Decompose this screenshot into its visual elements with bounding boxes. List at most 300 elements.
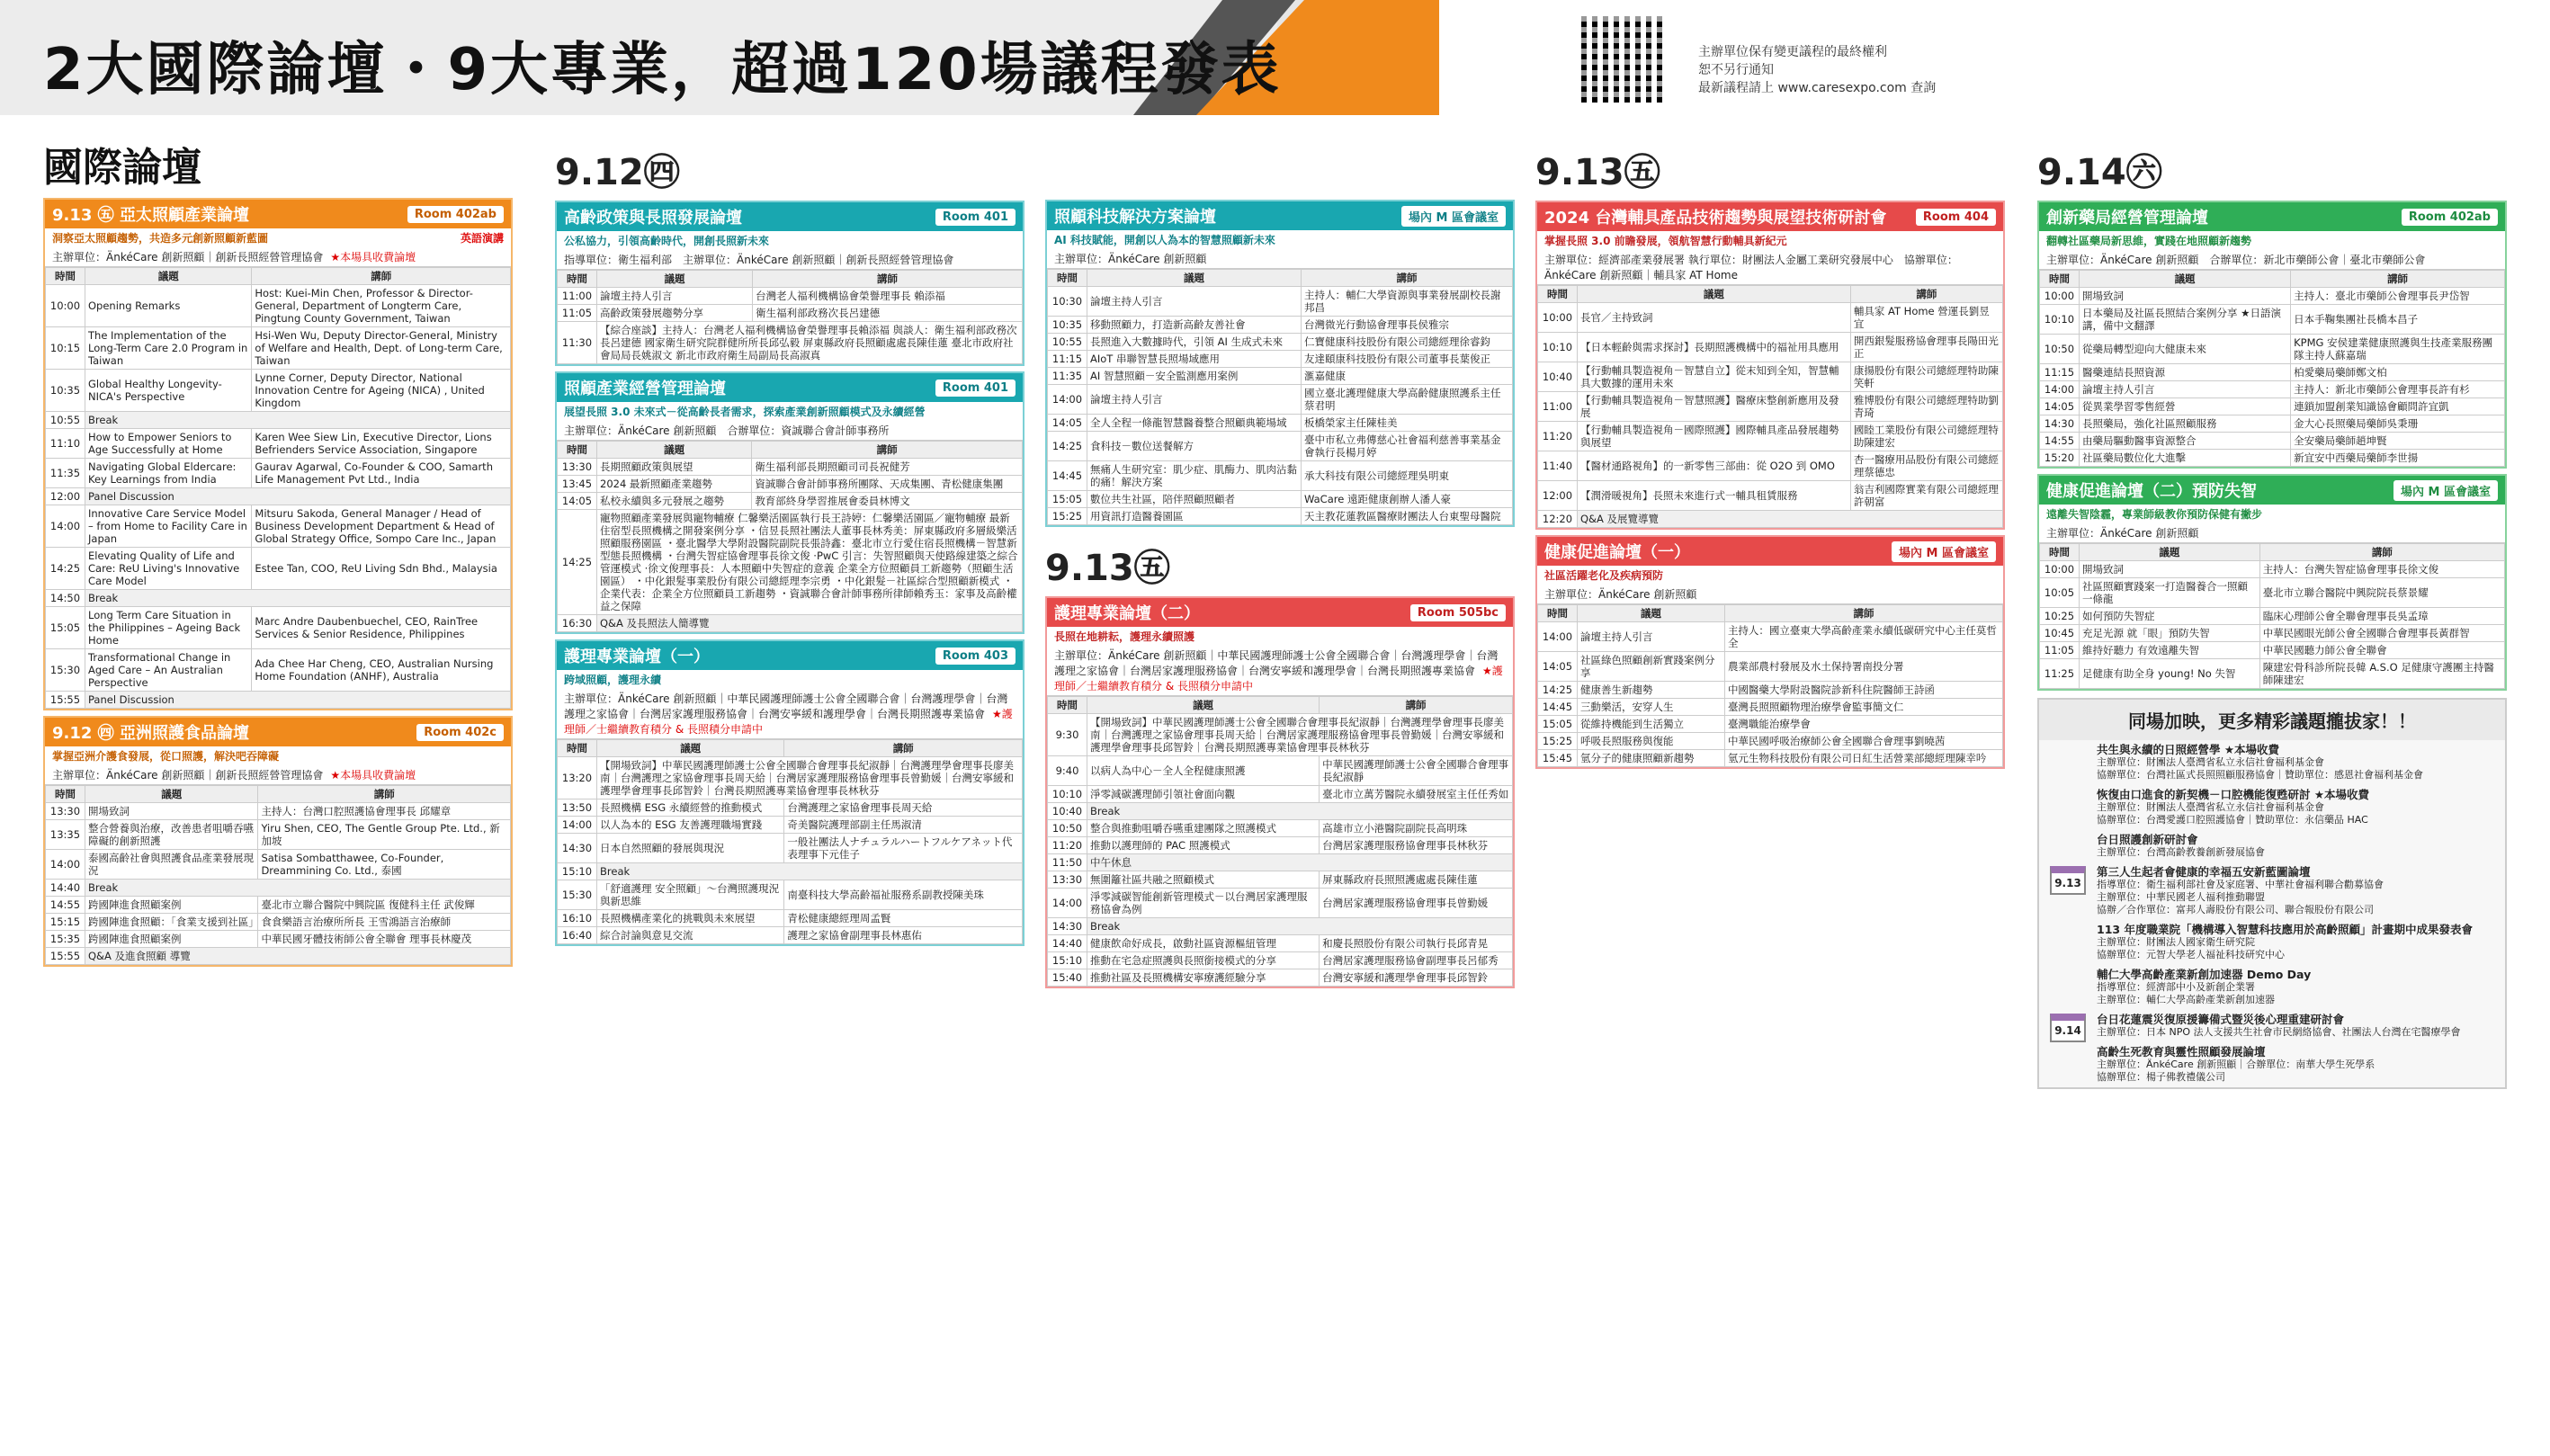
speaker-cell: 臺北市立萬芳醫院永續發展室主任任秀如 [1320,786,1513,803]
time-cell: 15:25 [1538,733,1578,750]
speaker-cell: Host: Kuei-Min Chen, Professor & Director-General, Department of Longterm Care, Pingtung County Government, Taiwan [252,285,511,327]
topic-cell: 論壇主持人引言 [2080,381,2291,398]
time-cell: 14:00 [558,817,597,834]
table-row [1538,716,2003,733]
time-cell: 10:50 [1048,820,1087,837]
time-cell: 10:40 [1048,803,1087,820]
table-row [558,757,1023,799]
subtitle-text: 掌握亞洲介護食發展，從口照護，解決吧吞障礙 [52,750,280,763]
column-header: 議題 [85,786,258,803]
time-cell: 15:40 [1048,969,1087,987]
organizer-text: 主辦單位：ÄnkéCare 創新照顧｜創新長照經營管理協會 [683,254,954,266]
table-row [558,880,1023,910]
schedule-table [557,441,1023,632]
time-cell: 14:05 [558,493,597,510]
schedule-table [1047,269,1513,525]
organizer-text: 指導單位：衛生福利部 [564,254,673,266]
forum-subtitle [2039,231,2505,250]
extra-line: 主辦單位：台灣高齡教養創新發展協會 [2097,846,2265,858]
qr-code-icon[interactable] [1581,16,1668,103]
speaker-cell: 中華民國眼光師公會全國聯合會理事長黃群智 [2259,625,2504,642]
table-row [46,370,511,412]
forum-header [1537,537,2003,566]
extra-name: 恢復由口進食的新契機－口腔機能復甦研討 ★本場收費 [2097,788,2370,801]
time-cell: 11:00 [1538,392,1578,422]
table-row [1538,362,2003,392]
table-row [1048,871,1513,889]
forum-block [43,198,513,710]
speaker-cell: Hsi-Wen Wu, Deputy Director-General, Ministry of Welfare and Health, Dept. of Long-term Care, Taiwan [252,327,511,370]
topic-cell: 氫分子的健康照顧新趨勢 [1578,750,1725,767]
time-cell: 15:45 [1538,750,1578,767]
topic-cell: 推動以護理師的 PAC 照護模式 [1087,837,1320,854]
column-header: 議題 [597,271,753,288]
table-row [558,817,1023,834]
table-row [1048,854,1513,871]
topic-cell: 以人為本的 ESG 友善護理職場實踐 [597,817,784,834]
topic-cell: Panel Discussion [85,692,511,709]
organizer-text: 協辦單位：ÄnkéCare 創新照顧｜輔具家 AT Home [1544,254,1958,281]
speaker-cell: Satisa Sombatthawee, Co-Founder, Dreammining Co. Ltd., 泰國 [258,850,511,880]
time-cell: 9:30 [1048,714,1087,756]
table-row [1048,351,1513,368]
room-badge: Room 401 [935,380,1016,397]
table-row [558,910,1023,927]
table-row [1048,969,1513,987]
subtitle-text: 展望長照 3.0 未來式－從高齡長者需求，探索產業創新照顧模式及永續經營 [564,406,926,418]
column-header: 講師 [258,786,511,803]
extra-item [2039,862,2505,920]
column-header: 時間 [46,786,85,803]
speaker-cell: 國立臺北護理健康大學高齡健康照護系主任蔡君明 [1302,385,1513,415]
subtitle-text: 公私協力，引領高齡時代，開創長照新未來 [564,235,770,247]
organizer-text: 合辦單位：新北市藥師公會｜臺北市藥師公會 [2209,254,2426,266]
extra-line: 指導單位：經濟部中小及新創企業署 [2097,981,2255,993]
forum-header [2039,202,2505,231]
time-cell: 10:35 [1048,317,1087,334]
table-row [46,590,511,607]
table-row [1538,333,2003,362]
extra-line: 主辦單位：財團法人臺灣省私立永信社會福利基金會 [2097,801,2324,813]
column-0914 [2037,144,2507,1089]
extra-item [2039,965,2505,1010]
forum-block [1045,200,1515,527]
schedule-table [557,739,1023,944]
time-cell: 13:50 [558,799,597,817]
topic-cell: AI 智慧照顧－安全監測應用案例 [1087,368,1302,385]
time-cell: 11:35 [46,459,85,488]
column-header: 時間 [2040,271,2080,288]
time-cell: 14:00 [1048,889,1087,918]
schedule-table [1537,604,2003,767]
column-header: 時間 [558,740,597,757]
forum-block [555,639,1024,946]
extra-line: 主辦單位：財團法人國家衛生研究院 [2097,936,2255,948]
topic-cell: Elevating Quality of Life and Care: ReU Living's Innovative Care Model [85,548,252,590]
table-row [1538,451,2003,481]
speaker-cell: 屏東縣政府長照照護處處長陳佳蓮 [1320,871,1513,889]
time-cell: 15:05 [1538,716,1578,733]
topic-cell: Break [597,863,1023,880]
organizer-text: 主辦單位：ÄnkéCare 創新照顧｜中華民國護理師護士公會全國聯合會｜台灣護理學會｜台灣護理之家協會｜台灣居家護理服務協會｜台灣安寧緩和護理學會｜台灣長期照護專業協會 [564,692,1008,720]
topic-cell: 推動社區及長照機構安寧療護經驗分享 [1087,969,1320,987]
time-cell: 12:00 [1538,481,1578,511]
table-row [46,488,511,505]
table-row [1048,952,1513,969]
topic-cell: 論壇主持人引言 [1578,622,1725,652]
forum-header [557,373,1023,402]
speaker-cell: 奇美醫院護理部副主任馬淑清 [784,817,1023,834]
column-header: 時間 [2040,544,2080,561]
time-cell: 14:50 [46,590,85,607]
forum-title: 高齡政策與長照發展論壇 [564,209,742,228]
topic-cell: Q&A 及進食照顧 導覽 [85,948,511,965]
speaker-cell: 衛生福利部長期照顧司司長祝健芳 [752,459,1023,476]
speaker-cell: 雅博股份有限公司總經理特助劉青琦 [1850,392,2002,422]
extra-sessions [2037,698,2507,1089]
table-row [46,803,511,820]
forum-block [1535,201,2005,530]
table-row [46,820,511,850]
organizer-text: 主辦單位：ÄnkéCare 創新照顧 [2046,527,2199,540]
speaker-cell: 主持人：臺北市藥師公會理事長尹岱智 [2291,288,2505,305]
table-row [1538,622,2003,652]
extra-line: 協辦單位：楊子佛教禮儀公司 [2097,1071,2225,1083]
schedule-table [2039,543,2505,689]
topic-cell: 數位共生社區，陪伴照顧照顧者 [1087,491,1302,508]
schedule-table [45,267,511,709]
speaker-cell: Marc Andre Daubenbuechel, CEO, RainTree Services & Senior Residence, Philippines [252,607,511,649]
topic-cell: Break [85,880,511,897]
column-header: 時間 [1048,270,1087,287]
time-cell: 13:45 [558,476,597,493]
header-note [1698,43,1936,97]
topic-cell: 【日本輕齡與需求探討】長期照護機構中的福祉用具應用 [1578,333,1851,362]
table-row [2040,578,2505,608]
time-cell: 14:00 [1538,622,1578,652]
column-header: 議題 [1087,697,1320,714]
speaker-cell: Gaurav Agarwal, Co-Founder & COO, Samarth Life Management Pvt Ltd., India [252,459,511,488]
column-0913 [1535,144,2005,774]
topic-cell: 【潤滑暖視角】長照未來進行式一輔具租賃服務 [1578,481,1851,511]
subtitle-text: AI 科技賦能，開創以人為本的智慧照顧新未來 [1054,234,1275,246]
forum-title: 健康促進論壇（一） [1544,543,1690,562]
table-row [558,615,1023,632]
table-row [558,834,1023,863]
topic-cell: 用資訊打造醫養園區 [1087,508,1302,525]
speaker-cell: 中華民國牙體技術師公會全聯會 理事長林慶茂 [258,931,511,948]
time-cell: 9:40 [1048,756,1087,786]
topic-cell: 從藥局轉型迎向大健康未來 [2080,335,2291,364]
topic-cell: 長照機構 ESG 永續經營的推動模式 [597,799,784,817]
topic-cell: 長照藥局，強化社區照顧服務 [2080,415,2291,433]
table-row [2040,433,2505,450]
table-row [46,327,511,370]
topic-cell: 【行動輔具製造視角－智慧自立】從末知到全知，智慧輔具大數據的運用未來 [1578,362,1851,392]
table-row [1048,918,1513,935]
speaker-cell: 仁寶健康科技股份有限公司總經理徐睿鈞 [1302,334,1513,351]
speaker-cell: 全安藥局藥師趙坤賢 [2291,433,2505,450]
date-badge-icon: 9.13 [2050,866,2086,895]
organizer-text: 主辦單位：ÄnkéCare 創新照顧｜中華民國護理師護士公會全國聯合會｜台灣護理學會｜台灣護理之家協會｜台灣居家護理服務協會｜台灣安寧緩和護理學會｜台灣長期照護專業協會 [1054,649,1499,677]
topic-cell: 全人全程一條龍智慧醫養整合照顧典範場域 [1087,415,1302,432]
table-row [1048,756,1513,786]
forum-title: 9.12 ㊃ 亞洲照護食品論壇 [52,724,249,743]
extra-line: 主辦單位：財團法人臺灣省私立永信社會福利基金會 [2097,756,2324,768]
speaker-cell: 資誠聯合會計師事務所團隊、天成集團、青松健康集團 [752,476,1023,493]
time-cell: 14:25 [46,548,85,590]
organizer-text: 主辦單位：ÄnkéCare 創新照顧 [1544,588,1697,601]
fee-note: ★護理師／士繼續教育積分 & 長照積分申請中 [1054,665,1503,692]
topic-cell: Innovative Care Service Model – from Home to Facility Care in Japan [85,505,252,548]
column-header: 議題 [597,740,784,757]
column-0912b [1045,200,1515,994]
schedule-table [557,270,1023,364]
speaker-cell: 臺灣長照照顧物理治療學會監事簡文仁 [1724,699,2002,716]
subtitle-text: 翻轉社區藥局新思維，實踐在地照顧新趨勢 [2046,235,2252,247]
page-title: 2大國際論壇・9大專業，超過120場議程發表 [43,37,1282,103]
time-cell: 10:05 [2040,578,2080,608]
time-cell: 15:35 [46,931,85,948]
speaker-cell: 中華民國呼吸治療師公會全國聯合會理事劉曉茜 [1724,733,2002,750]
organizer-line [557,689,1023,739]
table-row [46,649,511,692]
topic-cell: 論壇主持人引言 [597,288,753,305]
table-row [1538,303,2003,333]
topic-cell: The Implementation of the Long-Term Care 2.0 Program in Taiwan [85,327,252,370]
speaker-cell: 臺中市私立弗傳慈心社會福利慈善事業基金會執行長楊月婷 [1302,432,1513,461]
topic-cell: 三動樂活，安穿人生 [1578,699,1725,716]
topic-cell: 社區綠色照顧創新實踐案例分享 [1578,652,1725,682]
speaker-cell: 主持人：台灣失智症協會理事長徐文俊 [2259,561,2504,578]
speaker-cell: 板橋榮家主任陳桂美 [1302,415,1513,432]
extra-title: 同場加映，更多精彩議題攏拔家！！ [2039,700,2505,740]
topic-cell: Break [85,590,511,607]
topic-cell: 移動照顧力，打造新高齡友善社會 [1087,317,1302,334]
extra-name: 台日照護創新研討會 [2097,833,2198,846]
speaker-cell: 開西銀髮服務協會理事長陽田光正 [1850,333,2002,362]
forum-title: 護理專業論壇（二） [1054,604,1200,623]
organizer-line [557,250,1023,270]
speaker-cell: 青松健康總經理周孟賢 [784,910,1023,927]
forum-header [557,202,1023,231]
table-row [1538,481,2003,511]
speaker-cell: 農業部農村發展及水土保持署南投分署 [1724,652,2002,682]
schedule-table [45,785,511,965]
time-cell: 12:20 [1538,511,1578,528]
column-header: 議題 [85,268,252,285]
time-cell: 14:25 [1538,682,1578,699]
topic-cell: 【開場致詞】中華民國護理師護士公會全國聯合會理事長紀淑靜｜台灣護理學會理事長廖美南｜台灣護理之家協會理事長周天給｜台灣居家護理服務協會理事長曾勤媛｜台灣安寧緩和護理學會理事長邱智鈴｜台灣長期照護專業協會理事長林秋芬 [1087,714,1513,756]
topic-cell: 從維持機能到生活獨立 [1578,716,1725,733]
extra-line: 主辦單位：ÄnkéCare 創新照顧｜合辦單位：南華大學生死學系 [2097,1059,2376,1070]
extra-name: 第三人生起者會健康的幸福五安新藍圖論壇 [2097,865,2311,879]
table-row [1048,287,1513,317]
time-cell: 14:25 [558,510,597,615]
speaker-cell: 康揚股份有限公司總經理特助陳笑軒 [1850,362,2002,392]
column-header: 講師 [1320,697,1513,714]
speaker-cell: 和慶長照股份有限公司執行長邱青晃 [1320,935,1513,952]
time-cell: 14:00 [46,505,85,548]
time-cell: 11:20 [1538,422,1578,451]
forum-header [45,718,511,746]
speaker-cell: 日本手鞠集團社長橋本昌子 [2291,305,2505,335]
time-cell: 15:30 [46,649,85,692]
table-row [1048,491,1513,508]
fee-note: ★護理師／士繼續教育積分 & 長照積分申請中 [564,708,1013,736]
speaker-cell: 氫元生物科技股份有限公司日紅生活營業部總經理陳幸吟 [1724,750,2002,767]
time-cell: 15:55 [46,692,85,709]
time-cell: 10:35 [46,370,85,412]
time-cell: 14:55 [46,897,85,914]
table-row [2040,625,2505,642]
topic-cell: 「舒適護理 安全照顧」～台灣照護現況與新思維 [597,880,784,910]
extra-line: 協辦／合作單位：富邦人壽股份有限公司、聯合報股份有限公司 [2097,904,2374,916]
column-header: 講師 [1302,270,1513,287]
table-row [46,429,511,459]
room-badge: 場內 M 區會議室 [1401,206,1506,227]
time-cell: 11:15 [1048,351,1087,368]
topic-cell: AIoT 串聯智慧長照場域應用 [1087,351,1302,368]
table-row [558,476,1023,493]
extra-line: 主辦單位：日本 NPO 法人支援共生社會市民網絡協會、社團法人台灣在宅醫療學會 [2097,1026,2461,1038]
topic-cell: 維持好聽力 有效遠離失智 [2080,642,2260,659]
topic-cell: 呼吸長照服務與復能 [1578,733,1725,750]
speaker-cell: WaCare 遠距健康創辦人潘人豪 [1302,491,1513,508]
topic-cell: 論壇主持人引言 [1087,287,1302,317]
column-header: 講師 [2259,544,2504,561]
forum-subtitle [1537,566,2003,585]
table-row [558,927,1023,944]
speaker-cell: 翁吉利國際實業有限公司總經理許朝富 [1850,481,2002,511]
time-cell: 11:30 [558,322,597,364]
note-line: 主辦單位保有變更議程的最終權利 [1698,45,1887,59]
time-cell: 11:00 [558,288,597,305]
time-cell: 16:30 [558,615,597,632]
column-0912 [555,144,1024,951]
topic-cell: 【醫材通路視角】的一新零售三部曲：從 O2O 到 OMO [1578,451,1851,481]
language-note: 英語演講 [460,232,504,245]
table-row [1048,385,1513,415]
extra-name: 輔仁大學高齡產業新創加速器 Demo Day [2097,968,2312,981]
organizer-line [2039,523,2505,543]
room-badge: Room 404 [1916,209,1996,226]
topic-cell: Q&A 及長照法人簡導覽 [597,615,1023,632]
table-row [1048,415,1513,432]
speaker-cell: 台灣居家護理服務協會理事長曾勤媛 [1320,889,1513,918]
table-row [46,459,511,488]
topic-cell: Break [1087,803,1513,820]
topic-cell: 跨國陣進食照顧：「食業支援到社區」 [85,914,258,931]
topic-cell: How to Empower Seniors to Age Successfully at Home [85,429,252,459]
topic-cell: 社區藥局數位化大進擊 [2080,450,2291,467]
column-header: 議題 [2080,271,2291,288]
date-heading: 9.13㊄ [1535,152,1660,193]
table-row [558,322,1023,364]
topic-cell: 開場致詞 [2080,561,2260,578]
time-cell: 15:20 [2040,450,2080,467]
topic-cell: 寵物照顧產業發展與寵物輔療 仁馨樂活園區執行長王詩婷：仁馨樂活園區／寵物輔療 最新住宿型長照機構之開發案例分享 ・信昱長照社團法人董事長林秀美：屏東縣政府多層級樂活照顧服務園區 ・臺北醫學大學附設醫院副院長張詩鑫：臺北市立行愛住宿長照機構－智慧新型態長照機構 ・台灣失智症協會理事長徐文俊 ‧PwC 引言：失智照顧與天使路線建築之綜合管運模式 ‧徐文俊理事長：人本照顧中失智症的意義 企業全方位照顧員工新趨勢（照顧生活園區） ・中化銀髮事業股份有限公司總經理李宗勇 ・中化銀髮－社區綜合型照顧新模式 ・企業代表：企業全方位照顧員工新趨勢 ・資誠聯合會計師事務所律師賴秀玉：家事及高齡權益之保障 [597,510,1023,615]
time-cell: 13:20 [558,757,597,799]
time-cell: 14:00 [46,850,85,880]
column-header: 講師 [1724,605,2002,622]
speaker-cell: 食食樂語言治療所所長 王雪鴻語言治療師 [258,914,511,931]
speaker-cell: 衛生福利部政務次長呂建德 [753,305,1023,322]
topic-cell: 淨零減碳護理師引領社會面向觀 [1087,786,1320,803]
date-heading: 9.14㊅ [2037,152,2162,193]
fee-note: ★本場具收費論壇 [330,251,416,264]
date-heading: 9.12㊃ [555,152,680,193]
time-cell: 15:05 [46,607,85,649]
extra-item [2039,740,2505,785]
time-cell: 14:45 [1538,699,1578,716]
topic-cell: Long Term Care Situation in the Philippines – Ageing Back Home [85,607,252,649]
column-header: 時間 [1538,286,1578,303]
table-row [1538,733,2003,750]
time-cell: 11:35 [1048,368,1087,385]
room-badge: 場內 M 區會議室 [2393,480,2498,501]
topic-cell: 食科技－數位送餐解方 [1087,432,1302,461]
table-row [2040,305,2505,335]
topic-cell: 醫藥連結長照資源 [2080,364,2291,381]
time-cell: 10:10 [2040,305,2080,335]
speaker-cell: 南臺科技大學高齡福祉服務系副教授陳美珠 [784,880,1023,910]
topic-cell: 無痛人生研究室：肌少症、肌酶力、肌肉沾黏的痛！解決方案 [1087,461,1302,491]
extra-line: 主辦單位：中華民國老人福利推動聯盟 [2097,891,2265,903]
forum-header [557,641,1023,670]
topic-cell: 健康飲命好成長，啟動社區資源樞紐管理 [1087,935,1320,952]
speaker-cell: Mitsuru Sakoda, General Manager / Head of Business Development Department & Head of Global Strategy Office, Sompo Care Inc., Japan [252,505,511,548]
schedule-table [2039,270,2505,467]
topic-cell: 推動在宅急症照護與長照銜接模式的分享 [1087,952,1320,969]
forum-subtitle [45,746,511,765]
speaker-cell: Ada Chee Har Cheng, CEO, Australian Nursing Home Foundation (ANHF), Australia [252,649,511,692]
organizer-line [1537,250,2003,285]
forum-subtitle [45,228,511,247]
forum-title: 護理專業論壇（一） [564,648,710,666]
topic-cell: 【行動輔具製造視角－國際照護】國際輔具產品發展趨勢與展望 [1578,422,1851,451]
table-row [2040,335,2505,364]
speaker-cell: 台灣護理之家協會理事長周天給 [784,799,1023,817]
time-cell: 10:10 [1538,333,1578,362]
table-row [2040,381,2505,398]
time-cell: 14:00 [2040,381,2080,398]
table-row [2040,415,2505,433]
topic-cell: Break [85,412,511,429]
forum-block [2037,474,2507,691]
time-cell: 14:05 [2040,398,2080,415]
time-cell: 15:05 [1048,491,1087,508]
topic-cell: 泰國高齡社會與照護食品產業發展現況 [85,850,258,880]
time-cell: 11:25 [2040,659,2080,689]
note-line: 恕不另行通知 [1698,63,1774,77]
time-cell: 10:00 [2040,288,2080,305]
forum-subtitle [1047,627,1513,646]
table-row [558,863,1023,880]
time-cell: 14:30 [2040,415,2080,433]
extra-item [2039,1010,2505,1042]
speaker-cell: 主持人：新北市藥師公會理事長許有杉 [2291,381,2505,398]
speaker-cell: 滙嘉健康 [1302,368,1513,385]
note-line[interactable]: 最新議程請上 www.caresexpo.com 查詢 [1698,81,1937,95]
table-row [1048,508,1513,525]
header [0,0,2550,115]
table-row [1538,392,2003,422]
table-row [1048,889,1513,918]
extra-item [2039,920,2505,965]
table-row [558,493,1023,510]
topic-cell: 開場致詞 [85,803,258,820]
